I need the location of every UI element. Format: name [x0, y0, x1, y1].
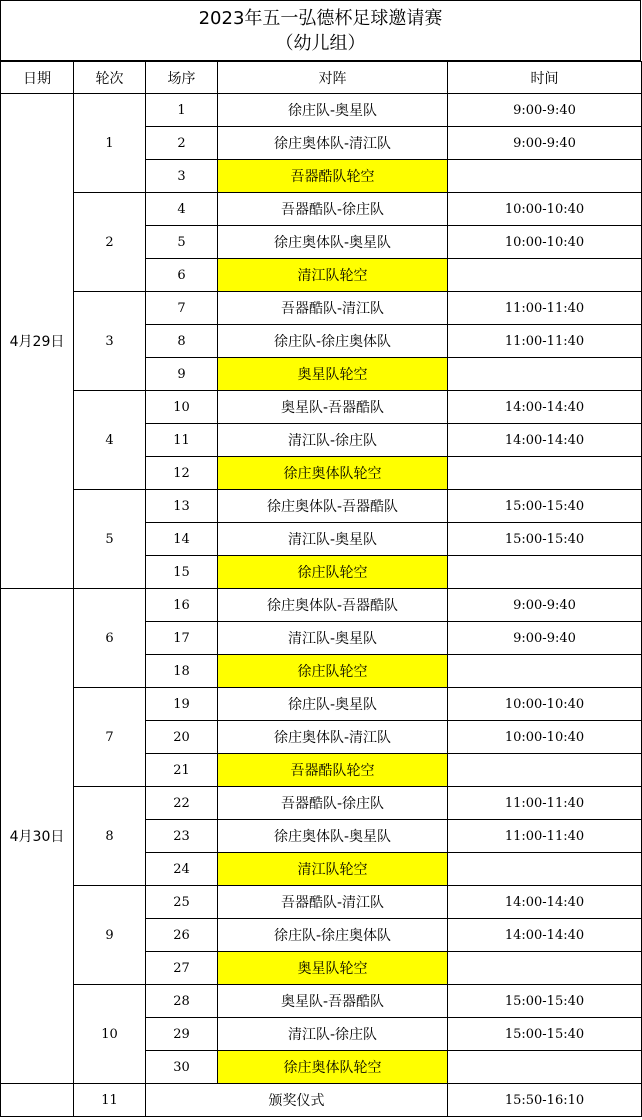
matchup-cell: 徐庄队-奥星队 — [218, 688, 448, 721]
time-cell: 14:00-14:40 — [448, 919, 642, 952]
ceremony-round-cell: 11 — [74, 1084, 146, 1117]
round-cell: 2 — [74, 193, 146, 292]
match-no-cell: 23 — [146, 820, 218, 853]
match-no-cell: 13 — [146, 490, 218, 523]
matchup-cell: 徐庄奥体队-清江队 — [218, 721, 448, 754]
header-match-no: 场序 — [146, 62, 218, 94]
bye-matchup-cell: 奥星队轮空 — [218, 952, 448, 985]
time-cell: 11:00-11:40 — [448, 787, 642, 820]
matchup-cell: 吾器酷队-清江队 — [218, 292, 448, 325]
round-cell: 6 — [74, 589, 146, 688]
time-cell — [448, 754, 642, 787]
match-no-cell: 30 — [146, 1051, 218, 1084]
time-cell — [448, 457, 642, 490]
round-cell: 9 — [74, 886, 146, 985]
match-no-cell: 18 — [146, 655, 218, 688]
match-no-cell: 21 — [146, 754, 218, 787]
match-no-cell: 22 — [146, 787, 218, 820]
matchup-cell: 清江队-奥星队 — [218, 622, 448, 655]
match-no-cell: 24 — [146, 853, 218, 886]
matchup-cell: 吾器酷队-徐庄队 — [218, 787, 448, 820]
matchup-cell: 徐庄队-徐庄奥体队 — [218, 325, 448, 358]
matchup-cell: 奥星队-吾器酷队 — [218, 391, 448, 424]
match-no-cell: 17 — [146, 622, 218, 655]
time-cell — [448, 952, 642, 985]
ceremony-row — [1, 1084, 642, 1117]
matchup-cell: 徐庄队-徐庄奥体队 — [218, 919, 448, 952]
matchup-cell: 徐庄奥体队-奥星队 — [218, 226, 448, 259]
round-cell: 3 — [74, 292, 146, 391]
match-no-cell: 15 — [146, 556, 218, 589]
matchup-cell: 徐庄队-奥星队 — [218, 94, 448, 127]
match-no-cell: 26 — [146, 919, 218, 952]
header-row — [1, 62, 642, 94]
match-no-cell: 6 — [146, 259, 218, 292]
table-row — [1, 193, 642, 226]
time-cell: 11:00-11:40 — [448, 820, 642, 853]
table-row — [1, 688, 642, 721]
page-subtitle: （幼儿组） — [275, 32, 366, 54]
ceremony-time-cell: 15:50-16:10 — [448, 1084, 642, 1117]
time-cell — [448, 1051, 642, 1084]
bye-matchup-cell: 奥星队轮空 — [218, 358, 448, 391]
bye-matchup-cell: 吾器酷队轮空 — [218, 160, 448, 193]
match-no-cell: 12 — [146, 457, 218, 490]
table-row — [1, 292, 642, 325]
matchup-cell: 清江队-徐庄队 — [218, 424, 448, 457]
time-cell: 9:00-9:40 — [448, 94, 642, 127]
table-row — [1, 787, 642, 820]
bye-matchup-cell: 徐庄奥体队轮空 — [218, 1051, 448, 1084]
match-no-cell: 29 — [146, 1018, 218, 1051]
bye-matchup-cell: 徐庄奥体队轮空 — [218, 457, 448, 490]
header-time: 时间 — [448, 62, 642, 94]
bye-matchup-cell: 清江队轮空 — [218, 259, 448, 292]
match-no-cell: 3 — [146, 160, 218, 193]
match-no-cell: 2 — [146, 127, 218, 160]
time-cell — [448, 655, 642, 688]
time-cell: 11:00-11:40 — [448, 325, 642, 358]
time-cell — [448, 358, 642, 391]
time-cell: 10:00-10:40 — [448, 688, 642, 721]
time-cell: 15:00-15:40 — [448, 490, 642, 523]
matchup-cell: 徐庄奥体队-吾器酷队 — [218, 589, 448, 622]
matchup-cell: 奥星队-吾器酷队 — [218, 985, 448, 1018]
time-cell: 15:00-15:40 — [448, 985, 642, 1018]
round-cell: 10 — [74, 985, 146, 1084]
table-row — [1, 589, 642, 622]
matchup-cell: 徐庄奥体队-奥星队 — [218, 820, 448, 853]
time-cell — [448, 160, 642, 193]
time-cell: 10:00-10:40 — [448, 193, 642, 226]
table-row — [1, 886, 642, 919]
bye-matchup-cell: 清江队轮空 — [218, 853, 448, 886]
time-cell — [448, 259, 642, 292]
title-block — [0, 0, 641, 61]
match-no-cell: 28 — [146, 985, 218, 1018]
time-cell: 10:00-10:40 — [448, 721, 642, 754]
time-cell: 15:00-15:40 — [448, 523, 642, 556]
matchup-cell: 清江队-徐庄队 — [218, 1018, 448, 1051]
round-cell: 8 — [74, 787, 146, 886]
matchup-cell: 徐庄奥体队-清江队 — [218, 127, 448, 160]
time-cell: 9:00-9:40 — [448, 127, 642, 160]
header-date: 日期 — [1, 62, 74, 94]
matchup-cell: 徐庄奥体队-吾器酷队 — [218, 490, 448, 523]
match-no-cell: 8 — [146, 325, 218, 358]
match-no-cell: 20 — [146, 721, 218, 754]
round-cell: 1 — [74, 94, 146, 193]
time-cell: 14:00-14:40 — [448, 391, 642, 424]
matchup-cell: 吾器酷队-徐庄队 — [218, 193, 448, 226]
match-no-cell: 5 — [146, 226, 218, 259]
match-no-cell: 9 — [146, 358, 218, 391]
header-matchup: 对阵 — [218, 62, 448, 94]
round-cell: 4 — [74, 391, 146, 490]
bye-matchup-cell: 徐庄队轮空 — [218, 556, 448, 589]
date-cell: 4月30日 — [1, 589, 74, 1084]
schedule-table — [0, 61, 642, 1117]
round-cell: 7 — [74, 688, 146, 787]
match-no-cell: 10 — [146, 391, 218, 424]
match-no-cell: 16 — [146, 589, 218, 622]
date-cell: 4月29日 — [1, 94, 74, 589]
time-cell: 10:00-10:40 — [448, 226, 642, 259]
match-no-cell: 27 — [146, 952, 218, 985]
match-no-cell: 7 — [146, 292, 218, 325]
match-no-cell: 1 — [146, 94, 218, 127]
time-cell: 14:00-14:40 — [448, 886, 642, 919]
match-no-cell: 14 — [146, 523, 218, 556]
matchup-cell: 吾器酷队-清江队 — [218, 886, 448, 919]
bye-matchup-cell: 吾器酷队轮空 — [218, 754, 448, 787]
bye-matchup-cell: 徐庄队轮空 — [218, 655, 448, 688]
table-row — [1, 391, 642, 424]
time-cell — [448, 556, 642, 589]
match-no-cell: 19 — [146, 688, 218, 721]
round-cell: 5 — [74, 490, 146, 589]
time-cell: 11:00-11:40 — [448, 292, 642, 325]
time-cell: 14:00-14:40 — [448, 424, 642, 457]
match-no-cell: 25 — [146, 886, 218, 919]
header-round: 轮次 — [74, 62, 146, 94]
ceremony-label-cell: 颁奖仪式 — [146, 1084, 448, 1117]
time-cell: 15:00-15:40 — [448, 1018, 642, 1051]
match-no-cell: 11 — [146, 424, 218, 457]
matchup-cell: 清江队-奥星队 — [218, 523, 448, 556]
time-cell: 9:00-9:40 — [448, 589, 642, 622]
schedule-body — [1, 62, 642, 1117]
table-row — [1, 94, 642, 127]
time-cell — [448, 853, 642, 886]
table-row — [1, 490, 642, 523]
page-title: 2023年五一弘德杯足球邀请赛 — [198, 7, 443, 29]
match-no-cell: 4 — [146, 193, 218, 226]
table-row — [1, 985, 642, 1018]
time-cell: 9:00-9:40 — [448, 622, 642, 655]
ceremony-date-cell — [1, 1084, 74, 1117]
